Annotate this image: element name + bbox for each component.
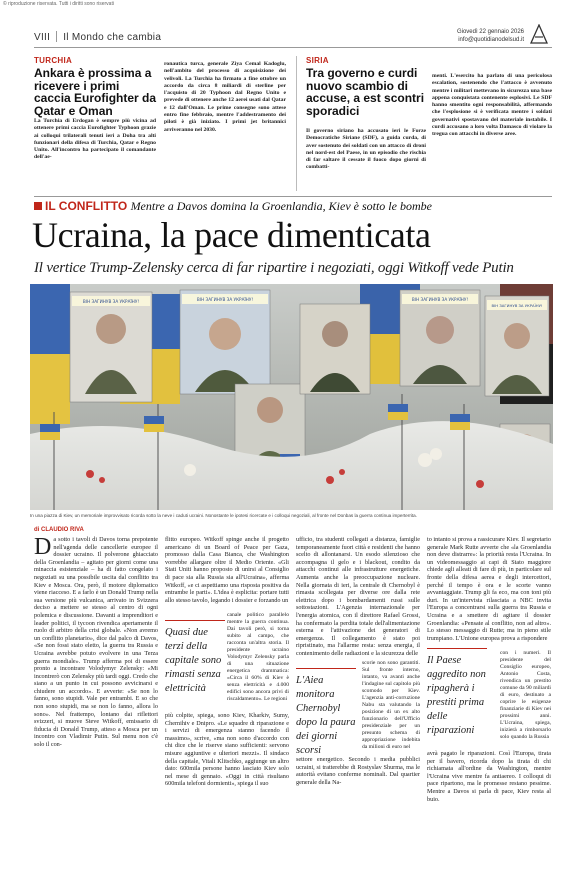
brief-title: Ankara è prossima a ricevere i primi caccia Eurofighter da Qatar e Oman [34,66,157,118]
svg-text:ВІН ЗАГИНУВ ЗА УКРАЇНУ!: ВІН ЗАГИНУВ ЗА УКРАЇНУ! [82,299,140,304]
section-kicker [34,199,432,214]
header-date-block [457,28,524,44]
article-col-1-text: a sotto i tavoli di Davos torna prepotente nell'agenda delle cancellerie europee il dossier ucraino. Il polverone ghiacciato della Groenlandia – agitato per giorni come una minaccia esistenziale – ha di fatto congelato i negoziati su una possibile uscita dal conflitto tra Kiev e Mosca. Ora, però, il motore diplomatico viene riacceso. E a farlo è un Donald Trump nella sua versione più vulcanica, arrivato in Svizzera deciso a mettere se stesso al centro di ogni polemica e discussione. Davanti a imprenditori e leader politici, il tycoon rivendica apertamente il ruolo di arbitro della crisi globale. «Non avremo un conflitto planetario», dice dal palco di Davos, «Se non fossi stato eletto, la guerra tra Russia e Ucraina avrebbe potuto evolvere in una Terza guerra mondiale». Trump afferma poi di essere pronto a incontrare Volodymyr Zelensky: «Mi incontrerò con Zelensky più tardi oggi. Credo che siano a un punto in cui possono avvicinarsi e chiudere un accordo». E avverte: «Se non lo fanno, sono stupidi. Vale per entrambi. E so che non sono stupidi, ma se non lo fanno, allora lo sono». Nel frattempo, lontano dai riflettori svizzeri, si muove Steve Witkoff, emissario di fiducia di Donald Trump, atteso a Mosca per un incontro con Vladimir Putin. Sul menu non c'è solo il con- [34,536,158,749]
article-col-4-side: con i numeri. Il presidente del Consiglio europeo, Antonio Costa, rivendica un prestito comune da 90 miliardi di euro, destinato a coprire le esigenze finanziarie di Kiev nei prossimi anni. L'Ucraina, spiega, inizierà a rimborsarlo solo quando la Russia [500,650,551,740]
pull-quote-rule [427,648,487,649]
brief-divider [296,56,297,191]
photo-caption: In una piazza di Kiev, un memoriale improvvisato ricorda sotto la neve i caduti ucraini. Nonostante le ipotesi ricercate e i colloqui negoziali, al fronte nel Donbas la guerra continua imperterrita. [30,513,418,518]
article-col-4-bottom: avrà pagato le riparazioni. Così l'Europa, tirata per il bavero, ricorda dopo la tirata di chi richiamata all'ordine da Washington, mentre l'Ucraina vive mentre fa antiaereo. I colloqui di pace ripartono, ma le promesse restano pessime. Mentre a Davos si parla di pace, Kiev resta al buio. [427,750,551,803]
svg-text:ВІН ЗАГИНУВ ЗА УКРАЇНУ!: ВІН ЗАГИНУВ ЗА УКРАЇНУ! [491,303,543,308]
copyright-note: © riproduzione riservata. Tutti i diritti sono riservati [3,1,114,7]
kicker-square-icon [34,202,42,210]
article-col-3-side: scorie non sono garantiti. Sul fronte interno, intanto, va avanti anche l'indagine sul capitolo più scomodo per Kiev. L'agenzia anti-corruzione Nabu sta valutando la posizione di un ex alto funzionario dell'Ufficio presidenziale per un presunto schema di appropriazione indebita da milioni di euro nel [362,660,420,750]
pull-quote-2: L'Aiea monitora Chernobyl dopo la paura dei giorni scorsi [296,675,356,756]
memorial-photo [30,284,553,510]
page-header [34,31,161,43]
pull-quote-1: Quasi due terzi della capitale sono rimasti senza elettricità [165,627,222,694]
article-col-3-bottom: settore energetico. Secondo i media pubblici ucraini, si tratterebbe di Rostyslav Shurma, ma le autorità evitano conferme nominali. Dal quartier generale della Na- [296,756,420,786]
article-col-3-top: ufficio, tra studenti collegati a distanza, famiglie temporaneamente fuori città e residenti che hanno scelto di allontanarsi. Un esodo silenzioso che accompagna il gelo e i blackout, condito da attacchi continui alle infrastrutture energetiche. Aumenta anche la preoccupazione nucleare. Nella giornata di ieri, la centrale di Chernobyl è rimasta scollegata per diverse ore dalla rete elettrica dopo i bombardamenti russi sulle sottostazioni. L'Agenzia internazionale per l'energia atomica, con il direttore Rafael Grossi, ha confermato la perdita totale dell'alimentazione esterna e l'attivazione dei generatori di emergenza. Il collegamento è stato poi ripristinato, ma l'allarme resta: senza energia, il contenimento delle radiazioni e la sicurezza delle [296,536,420,657]
header-rule [34,47,552,48]
article-col-2-side: canale politico parallelo mentre la guerra continua. Dai tavoli però, si torna subito al campo, che racconta un'altra storia. Il presidente ucraino Volodymyr Zelensky parla di una situazione energetica drammatica: «Circa il 60% di Kiev è senza elettricità e 4.000 edifici sono ancora privi di riscaldamento». Le regioni [227,612,289,702]
brief-text-col2: ronautica turca, generale Ziya Cemal Kadoglu, nell'ambito del processo di acquisizione dei velivoli. La Turchia ha firmato a fine ottobre un accordo da circa 8 miliardi di sterline per l'acquisto di 20 Typhoon dal Regno Unito e prevede di ottenere anche 12 aerei usati dal Qatar e 12 dall'Oman. Le prime consegne sono attese entro fine febbraio, mentre l'addestramento dei piloti è già iniziato. I primi jet britannici arriveranno nel 2030. [164,61,286,133]
main-headline: Ucraina, la pace dimenticata [32,215,431,255]
section-rule [34,196,552,197]
sub-headline: Il vertice Trump-Zelensky cerca di far ripartire i negoziati, oggi Witkoff vede Putin [34,260,514,276]
article-col-4-top: to intanto si prova a rassicurare Kiev. Il segretario generale Mark Rutte avverte che «la Groenlandia non deve distrarre»: la priorità resta l'Ucraina. In un videomessaggio ai capi di Stato maggiore chiede agli alleati di fare di più, in particolare sul fronte della difesa aerea e degli intercettori, perché il tempo è ora e le scorte vanno avvantaggiate. Trump gli fa eco, ma con toni più duri. In un'intervista rilasciata a NBC invita l'Europa a concentrarsi sulla guerra tra Russia e Ucraina e a smettere di agitare il dossier Groenlandia: «Pensate al conflitto, non ad altro». Lo stesso messaggio di Rutte; ma in pieno stile trumpiano. L'Unione europea prova a rispondere [427,536,551,642]
header-divider [56,31,57,42]
byline: di CLAUDIO RIVA [34,527,84,533]
section-name: Il Mondo che cambia [63,32,162,43]
article-col-1 [34,536,158,868]
section-kicker-label: IL CONFLITTO [45,199,128,213]
article-col-2-top: flitto europeo. Witkoff spinge anche il progetto americano di un Board of Peace per Gaza, promosso dalla Casa Bianca, che Washington vorrebbe allargare oltre il Medio Oriente. «Gli Stati Uniti hanno proposto di unirsi al Consiglio di pace sia alla Russia sia all'Ucraina», afferma Witkoff, «e ci aspettiamo una risposta positiva da entrambe le parti». L'idea è esplicita: portare tutti allo stesso tavolo, legando i dossier e forzando un [165,536,289,604]
page-email: info@quotidianodelsud.it [458,37,524,43]
section-kicker-italic: Mentre a Davos domina la Groenlandia, Kiev è sotto le bombe [130,199,432,213]
newspaper-logo-icon [530,24,548,44]
brief-text-col1: Il governo siriano ha accusato ieri le Forze Democratiche Siriane (SDF), a guida curda, di aver sostenuto dei soldati con un attacco di droni nel nord-est del Paese, in un episodio che rischia di far saltare il cessate il fuoco dopo giorni di combatti- [306,128,426,171]
page-date: Giovedì 22 gennaio 2026 [456,29,524,35]
pull-quote-3: Il Paese aggredito non ripagherà i prestiti prima delle riparazioni [427,655,486,736]
brief-text-col1: La Turchia di Erdogan è sempre più vicina ad ottenere primi caccia Eurofighter Typhoon grazie ai colloqui trilaterali tenuti ieri a Doha tra alti funzionari della difesa di Turchia, Qatar e Regno Unito. All'incontro ha partecipato il comandante dell'ae- [34,118,156,161]
svg-text:ВІН ЗАГИНУВ ЗА УКРАЇНУ!: ВІН ЗАГИНУВ ЗА УКРАЇНУ! [196,297,254,302]
svg-text:ВІН ЗАГИНУВ ЗА УКРАЇНУ!: ВІН ЗАГИНУВ ЗА УКРАЇНУ! [411,297,469,302]
pull-quote-rule [296,668,356,669]
drop-cap: D [34,536,52,560]
brief-kicker: TURCHIA [34,56,73,65]
brief-text-col2: menti. L'esercito ha parlato di una pericolosa escalation, sostenendo che l'attacco è avvenuto mentre i militari mettevano in sicurezza una base appena conquistata contenente esplosivi. Le SDF hanno smentito ogni responsabilità, affermando che l'esplosione si è verificata mentre i soldati governativi spostavano del materiale instabile. I curdi accusano a loro volta Damasco di violare la tregua con attacchi in diverse aree. [432,73,552,138]
page-number: VIII [34,32,51,43]
brief-kicker: SIRIA [306,56,329,65]
brief-title: Tra governo e curdi nuovo scambio di accuse, a est scontri sporadici [306,66,425,118]
pull-quote-rule [165,620,225,621]
article-col-2-bottom: più colpite, spiega, sono Kiev, Kharkiv, Sumy, Chernihiv e Dnipro. «Le squadre di riparazione e i servizi di emergenza stanno facendo il massimo», scrive, «ma non sono d'accordo con chi dice che le riserve siano sufficienti: servono misure aggiuntive e ulteriori mezzi». Il sindaco della capitale, Vitali Klitschko, aggiunge un altro dato: 600mila persone hanno lasciato Kiev solo nel mese di gennaio. «Oggi in città risultano 600mila telefoni dormienti», spiega il suo [165,712,289,788]
